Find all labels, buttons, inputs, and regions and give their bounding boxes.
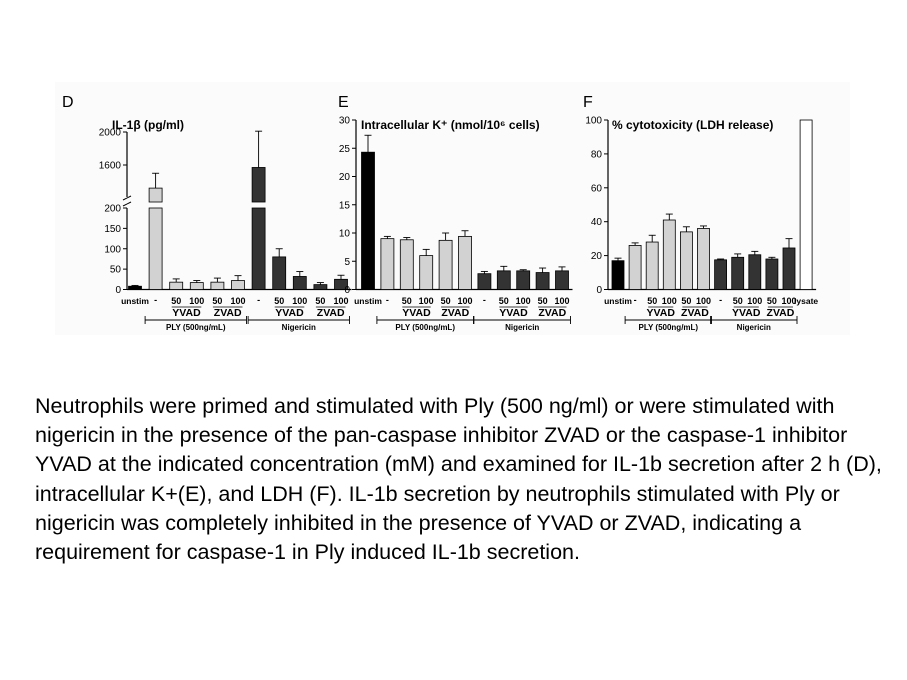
inhibitor-label-d: ZVAD: [316, 307, 345, 319]
bar-e: [439, 240, 452, 289]
bar-f: [715, 260, 727, 290]
bar-f: [646, 242, 658, 289]
y-tick-label-f: 0: [596, 285, 602, 296]
bar-d: [293, 276, 306, 289]
panel-title-e: Intracellular K⁺ (nmol/10⁶ cells): [361, 118, 540, 132]
x-label-e: 50: [537, 296, 548, 306]
inhibitor-label-d: YVAD: [172, 307, 201, 319]
inhibitor-label-e: YVAD: [402, 307, 431, 319]
x-label-e: 100: [515, 296, 531, 306]
x-label-d: 100: [292, 296, 308, 306]
x-label-f: unstim: [604, 296, 632, 306]
y-tick-label-f: 80: [590, 149, 602, 161]
bar-f: [732, 257, 744, 289]
x-label-e: 50: [440, 296, 451, 306]
bar-e: [459, 236, 472, 289]
x-label-d: 100: [189, 296, 205, 306]
figure: [55, 82, 850, 335]
x-label-e: -: [385, 295, 389, 305]
x-label-f: -: [719, 295, 723, 305]
x-label-f: lysate: [794, 296, 819, 306]
y-tick-label-e: 0: [344, 285, 350, 296]
x-label-f: 50: [732, 296, 743, 306]
bar-f: [783, 248, 795, 290]
group-label-e: Nigericin: [505, 323, 540, 332]
panel-title-f: % cytotoxicity (LDH release): [612, 118, 774, 132]
bar-f: [629, 245, 641, 289]
bar-e: [517, 271, 530, 290]
bar-e: [536, 273, 549, 290]
bar-e: [381, 239, 394, 290]
panel-letter-d: D: [62, 94, 74, 111]
x-label-d: 50: [212, 296, 223, 306]
y-tick-label-f: 60: [590, 183, 602, 195]
y-tick-label-f: 40: [590, 217, 602, 229]
y-tick-label-e: 5: [344, 256, 350, 268]
x-label-d: 50: [274, 296, 285, 306]
bar-d: [273, 257, 286, 290]
inhibitor-label-f: YVAD: [732, 307, 761, 319]
x-label-d: 50: [315, 296, 326, 306]
group-label-d: PLY (500ng/mL): [166, 323, 226, 332]
x-label-e: unstim: [354, 296, 382, 306]
panel-letter-e: E: [338, 94, 349, 111]
chart-panels: [55, 82, 850, 335]
bar-upper-segment-d: [252, 167, 265, 202]
bar-d: [170, 282, 183, 289]
x-label-e: 50: [401, 296, 412, 306]
bar-d: [314, 285, 327, 290]
x-label-e: 100: [418, 296, 434, 306]
panel-title-d: IL-1β (pg/ml): [112, 118, 184, 132]
group-label-d: Nigericin: [281, 323, 316, 332]
y-tick-label-d: 200: [104, 203, 121, 215]
inhibitor-label-f: ZVAD: [681, 307, 709, 319]
inhibitor-label-e: ZVAD: [441, 307, 470, 319]
bar-f: [800, 120, 812, 290]
bar-e: [497, 271, 510, 290]
panel-letter-f: F: [583, 94, 593, 111]
y-tick-label-d: 2000: [98, 127, 121, 139]
inhibitor-label-d: ZVAD: [213, 307, 242, 319]
bar-e: [420, 256, 433, 290]
x-label-d: 100: [230, 296, 246, 306]
inhibitor-label-e: YVAD: [499, 307, 528, 319]
bar-d: [232, 281, 245, 290]
y-tick-label-f: 20: [590, 251, 602, 263]
inhibitor-label-f: YVAD: [646, 307, 675, 319]
inhibitor-label-d: YVAD: [275, 307, 304, 319]
y-tick-label-d: 150: [104, 223, 121, 235]
x-label-f: 50: [647, 296, 658, 306]
bar-f: [698, 228, 710, 289]
bar-e: [362, 152, 375, 289]
x-label-e: 100: [554, 296, 570, 306]
x-label-d: 50: [171, 296, 182, 306]
x-label-e: 50: [498, 296, 509, 306]
x-label-e: -: [482, 295, 486, 305]
group-label-e: PLY (500ng/mL): [395, 323, 455, 332]
x-label-d: unstim: [121, 296, 149, 306]
y-tick-label-e: 15: [338, 200, 350, 212]
x-label-f: 100: [661, 296, 677, 306]
group-label-f: PLY (500ng/mL): [638, 323, 699, 332]
bar-upper-segment-d: [149, 188, 162, 202]
bar-d: [149, 208, 162, 290]
x-label-d: 100: [333, 296, 349, 306]
y-tick-label-d: 1600: [98, 160, 121, 172]
bar-e: [556, 271, 569, 290]
y-tick-label-e: 10: [338, 228, 350, 240]
bar-f: [680, 232, 692, 290]
x-label-f: 100: [695, 296, 712, 306]
bar-e: [400, 240, 413, 290]
y-tick-label-e: 20: [338, 172, 350, 183]
bar-e: [478, 274, 491, 290]
bar-d: [129, 286, 142, 289]
bar-f: [612, 261, 624, 290]
x-label-f: 50: [681, 296, 692, 306]
x-label-f: 50: [766, 296, 777, 306]
x-label-e: 100: [457, 296, 473, 306]
x-label-f: 100: [781, 296, 797, 306]
bar-f: [663, 220, 675, 289]
y-tick-label-e: 30: [338, 115, 350, 127]
bar-d: [252, 208, 265, 290]
x-label-f: 100: [747, 296, 763, 306]
x-label-d: -: [154, 295, 158, 305]
axis-break-mark-d: [123, 202, 131, 206]
y-tick-label-f: 100: [585, 115, 602, 127]
y-tick-label-d: 100: [104, 244, 121, 256]
figure-caption: Neutrophils were primed and stimulated with Ply (500 ng/ml) or were stimulated with nigericin in the presence of the pan-caspase inhibitor ZVAD or the caspase-1 inhibitor YVAD at the indicated concentration (mM) and examined for IL-1b secretion after 2 h (D), intracellular K+(E), and LDH (F). IL-1b secretion by neutrophils stimulated with Ply or nigericin was completely inhibited in the presence of YVAD or ZVAD, indicating a requirement for caspase-1 in Ply induced IL-1b secretion.: [35, 394, 882, 565]
bar-d: [190, 283, 203, 290]
inhibitor-label-f: ZVAD: [766, 307, 795, 319]
y-tick-label-e: 25: [338, 143, 350, 155]
bar-f: [766, 259, 778, 290]
x-label-d: -: [257, 295, 261, 305]
y-tick-label-d: 50: [109, 264, 121, 276]
x-label-f: -: [633, 295, 637, 305]
inhibitor-label-e: ZVAD: [538, 307, 567, 319]
bar-d: [211, 282, 224, 289]
group-label-f: Nigericin: [736, 323, 771, 332]
y-tick-label-d: 0: [115, 285, 121, 296]
bar-f: [749, 255, 761, 290]
